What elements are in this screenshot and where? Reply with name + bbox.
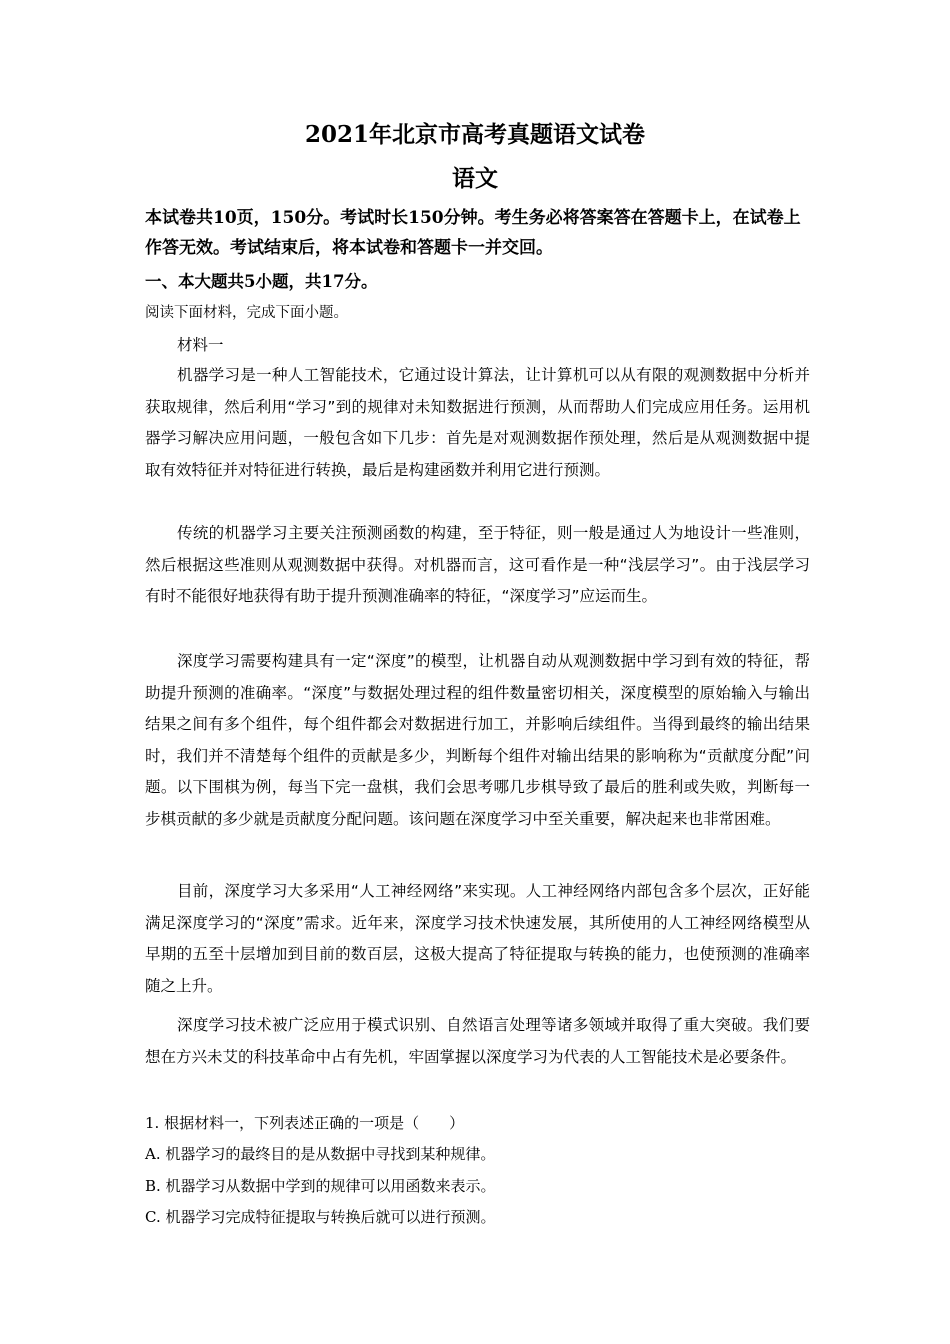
material-paragraph: 目前，深度学习大多采用“人工神经网络”来实现。人工神经网络内部包含多个层次，正好能满足深度学习的“深度”需求。近年来，深度学习技术快速发展，其所使用的人工神经网络模型从早期的五至十层增加到目前的数百层，这极大提高了特征提取与转换的能力，也使预测的准确率随之上升。 <box>145 882 810 995</box>
material-paragraph: 机器学习是一种人工智能技术，它通过设计算法，让计算机可以从有限的观测数据中分析并获取规律，然后利用“学习”到的规律对未知数据进行预测，从而帮助人们完成应用任务。运用机器学习解决应用问题，一般包含如下几步：首先是对观测数据作预处理，然后是从观测数据中提取有效特征并对特征进行转换，最后是构建函数并利用它进行预测。 <box>145 366 810 479</box>
question-stem: 1. 根据材料一，下列表述正确的一项是（ ） <box>145 1114 465 1132</box>
reading-prompt: 阅读下面材料，完成下面小题。 <box>145 305 348 321</box>
exam-title: 2021年北京市高考真题语文试卷 <box>304 121 645 148</box>
material-label: 材料一 <box>177 336 224 354</box>
option-a: A. 机器学习的最终目的是从数据中寻找到某种规律。 <box>145 1145 496 1163</box>
material-paragraph: 深度学习需要构建具有一定“深度”的模型，让机器自动从观测数据中学习到有效的特征，帮助提升预测的准确率。“深度”与数据处理过程的组件数量密切相关，深度模型的原始输入与输出结果之间有多个组件，每个组件都会对数据进行加工，并影响后续组件。当得到最终的输出结果时，我们并不清楚每个组件的贡献是多少，判断每个组件对输出结果的影响称为“贡献度分配”问题。以下围棋为例，每当下完一盘棋，我们会思考哪几步棋导致了最后的胜利或失败，判断每一步棋贡献的多少就是贡献度分配问题。该问题在深度学习中至关重要，解决起来也非常困难。 <box>145 652 810 828</box>
option-b: B. 机器学习从数据中学到的规律可以用函数来表示。 <box>145 1177 496 1195</box>
material-paragraph: 传统的机器学习主要关注预测函数的构建，至于特征，则一般是通过人为地设计一些准则，然后根据这些准则从观测数据中获得。对机器而言，这可看作是一种“浅层学习”。由于浅层学习有时不能很好地获得有助于提升预测准确率的特征，“深度学习”应运而生。 <box>145 524 810 606</box>
section-heading: 一、本大题共5小题，共17分。 <box>145 272 378 291</box>
option-c: C. 机器学习完成特征提取与转换后就可以进行预测。 <box>145 1208 496 1226</box>
subject-title: 语文 <box>452 165 498 192</box>
exam-instructions: 本试卷共10页，150分。考试时长150分钟。考生务必将答案答在答题卡上，在试卷上作答无效。考试结束后，将本试卷和答题卡一并交回。 <box>145 208 801 258</box>
material-paragraph: 深度学习技术被广泛应用于模式识别、自然语言处理等诸多领域并取得了重大突破。我们要想在方兴未艾的科技革命中占有先机，牢固掌握以深度学习为代表的人工智能技术是必要条件。 <box>145 1016 810 1066</box>
